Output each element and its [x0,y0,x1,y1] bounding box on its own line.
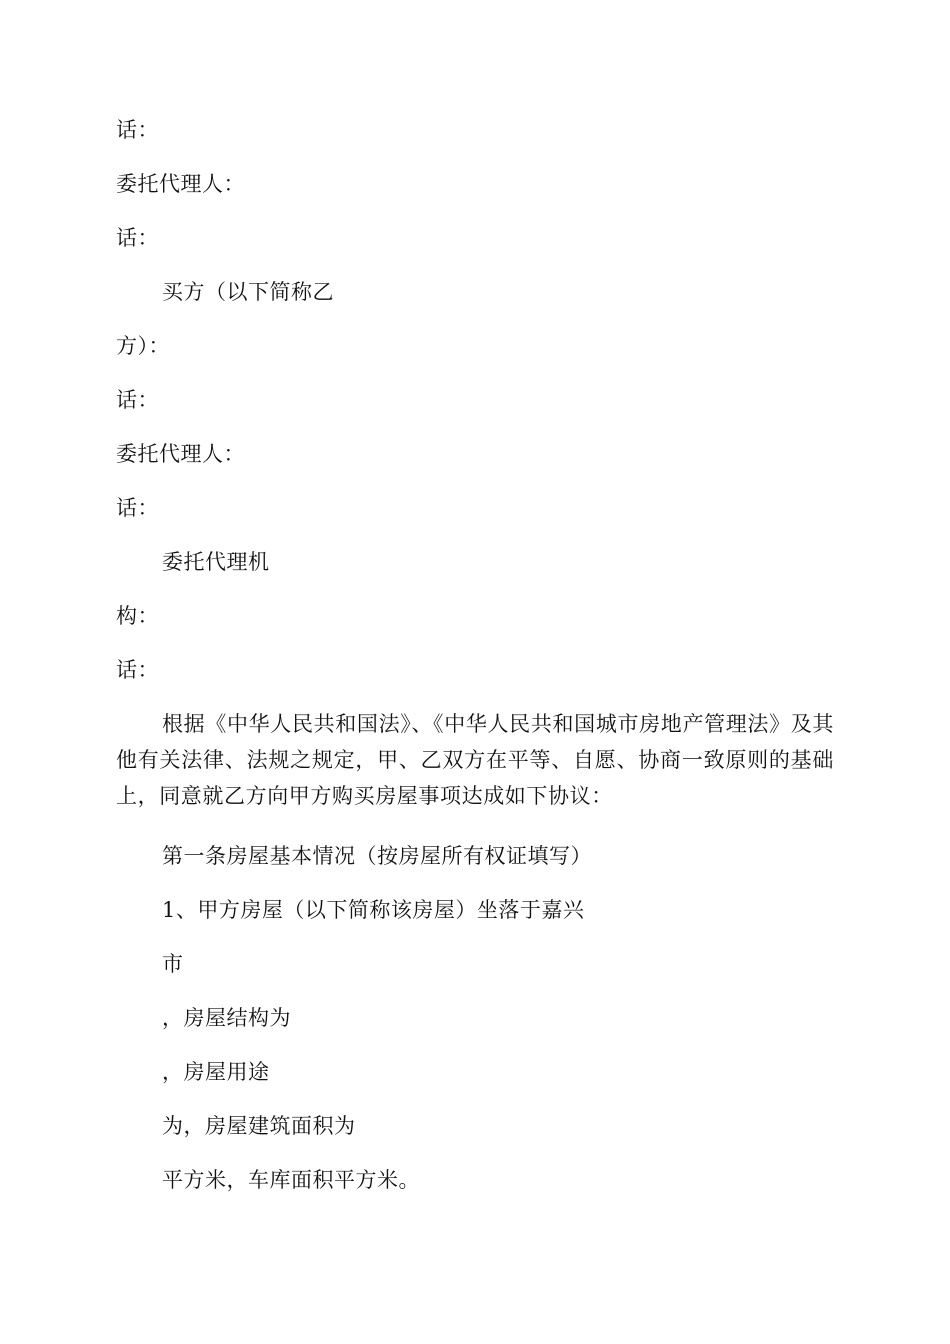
article-1-title: 第一条房屋基本情况（按房屋所有权证填写） [162,844,592,868]
agent-label-2: 委托代理人： [116,442,245,466]
city-line: 市 [162,952,184,976]
preamble-paragraph: 根据《中华人民共和国法》、《中华人民共和国城市房地产管理法》及其他有关法律、法规之规定，甲、乙双方在平等、自愿、协商一致原则的基础上，同意就乙方向甲方购买房屋事项达成如下协议： [116,712,834,808]
phone-label-3: 话： [116,388,159,412]
garage-line: 平方米，车库面积平方米。 [162,1168,420,1192]
article-1-item-1: 1、甲方房屋（以下简称该房屋）坐落于嘉兴 [162,898,585,922]
phone-label-1: 话： [116,118,159,142]
structure-line: ，房屋结构为 [162,1006,291,1030]
agency-label-cont: 构： [116,604,159,628]
area-line: 为，房屋建筑面积为 [162,1114,356,1138]
buyer-label: 买方（以下简称乙 [162,280,334,304]
buyer-label-cont: 方）： [116,334,170,358]
phone-label-4: 话： [116,496,159,520]
agency-label: 委托代理机 [162,550,270,574]
agent-label-1: 委托代理人： [116,172,245,196]
phone-label-2: 话： [116,226,159,250]
usage-line: ，房屋用途 [162,1060,270,1084]
phone-label-5: 话： [116,658,159,682]
